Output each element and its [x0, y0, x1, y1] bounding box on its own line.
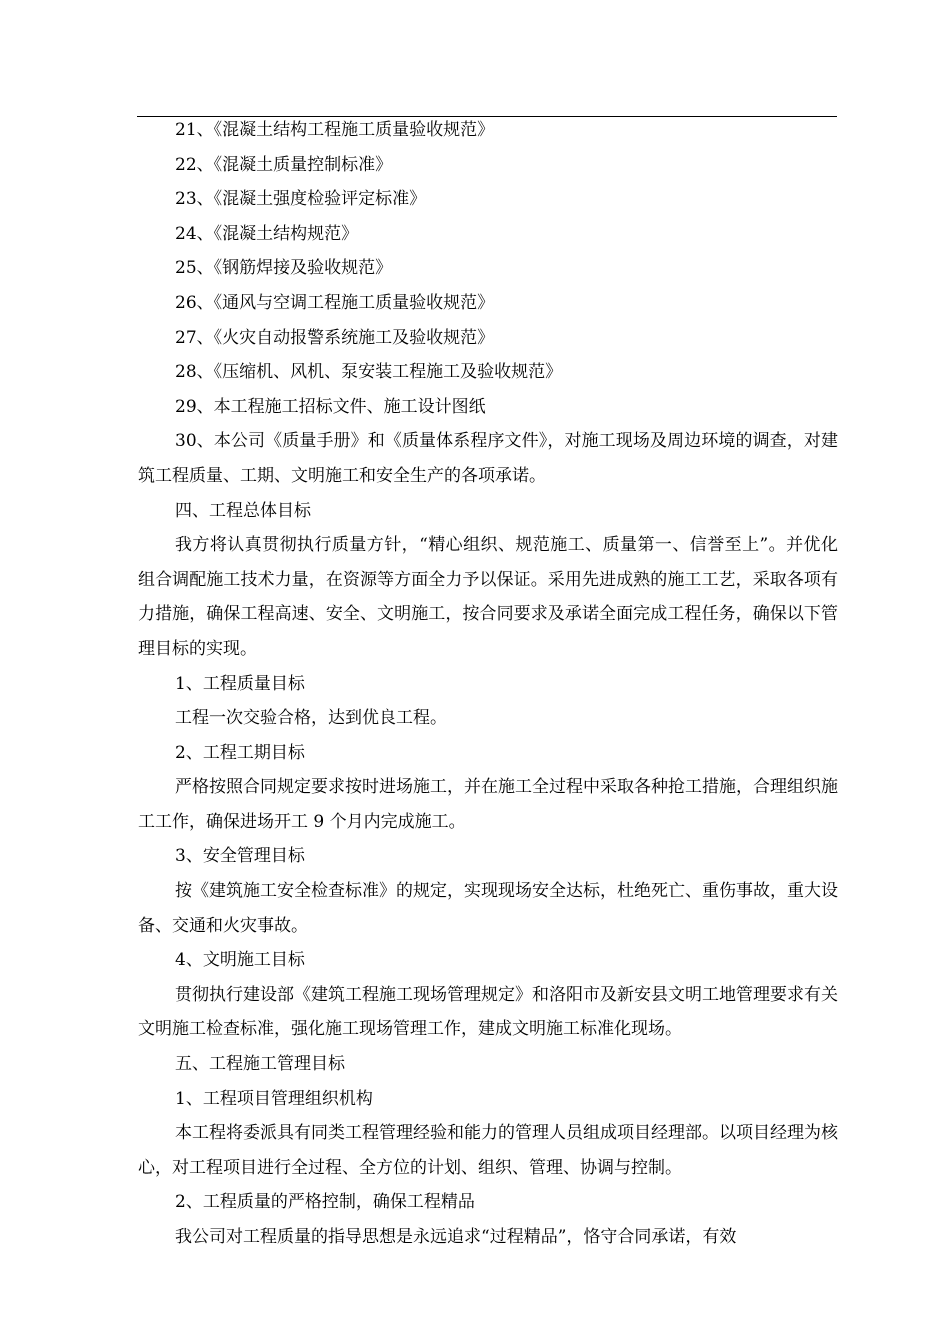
section-heading-overall-goals: 四、工程总体目标 [175, 500, 311, 521]
reference-item-21: 21、《混凝土结构工程施工质量验收规范》 [175, 120, 495, 140]
subheading-safety-goal: 3、安全管理目标 [175, 846, 305, 867]
document-body [138, 113, 838, 1255]
reference-item-27: 27、《火灾自动报警系统施工及验收规范》 [175, 327, 495, 348]
reference-item-30: 30、本公司《质量手册》和《质量体系程序文件》，对施工现场及周边环境的调查，对建筑工程质量、工期、文明施工和安全生产的各项承诺。 [138, 431, 838, 486]
overall-goals-paragraph: 我方将认真贯彻执行质量方针，“精心组织、规范施工、质量第一、信誉至上”。并优化组合调配施工技术力量，在资源等方面全力予以保证。采用先进成熟的施工工艺，采取各项有力措施，确保工程高速、安全、文明施工，按合同要求及承诺全面完成工程任务，确保以下管理目标的实现。 [138, 535, 838, 659]
reference-item-22: 22、《混凝土质量控制标准》 [175, 154, 393, 175]
reference-item-28: 28、《压缩机、风机、泵安装工程施工及验收规范》 [175, 362, 563, 383]
civilized-construction-paragraph: 贯彻执行建设部《建筑工程施工现场管理规定》和洛阳市及新安县文明工地管理要求有关文明施工检查标准，强化施工现场管理工作，建成文明施工标准化现场。 [138, 984, 838, 1040]
project-organization-paragraph: 本工程将委派具有同类工程管理经验和能力的管理人员组成项目经理部。以项目经理为核心，对工程项目进行全过程、全方位的计划、组织、管理、协调与控制。 [138, 1123, 838, 1178]
reference-item-24: 24、《混凝土结构规范》 [175, 223, 359, 244]
subheading-quality-goal: 1、工程质量目标 [175, 673, 305, 694]
reference-item-23: 23、《混凝土强度检验评定标准》 [175, 189, 427, 210]
subheading-quality-control: 2、工程质量的严格控制，确保工程精品 [175, 1192, 475, 1213]
reference-item-29: 29、本工程施工招标文件、施工设计图纸 [175, 396, 486, 417]
subheading-schedule-goal: 2、工程工期目标 [175, 742, 305, 763]
subheading-project-organization: 1、工程项目管理组织机构 [175, 1088, 373, 1109]
safety-goal-paragraph: 按《建筑施工安全检查标准》的规定，实现现场安全达标，杜绝死亡、重伤事故，重大设备、交通和火灾事故。 [138, 881, 838, 936]
subheading-civilized-construction-goal: 4、文明施工目标 [175, 950, 305, 971]
schedule-goal-paragraph: 严格按照合同规定要求按时进场施工，并在施工全过程中采取各种抢工措施，合理组织施工工作，确保进场开工 9 个月内完成施工。 [138, 777, 838, 832]
reference-item-26: 26、《通风与空调工程施工质量验收规范》 [175, 292, 495, 313]
section-heading-management-goals: 五、工程施工管理目标 [175, 1054, 345, 1075]
reference-item-25: 25、《钢筋焊接及验收规范》 [175, 258, 393, 279]
quality-control-paragraph: 我公司对工程质量的指导思想是永远追求“过程精品”，恪守合同承诺，有效 [175, 1227, 737, 1247]
quality-goal-paragraph: 工程一次交验合格，达到优良工程。 [175, 708, 447, 729]
